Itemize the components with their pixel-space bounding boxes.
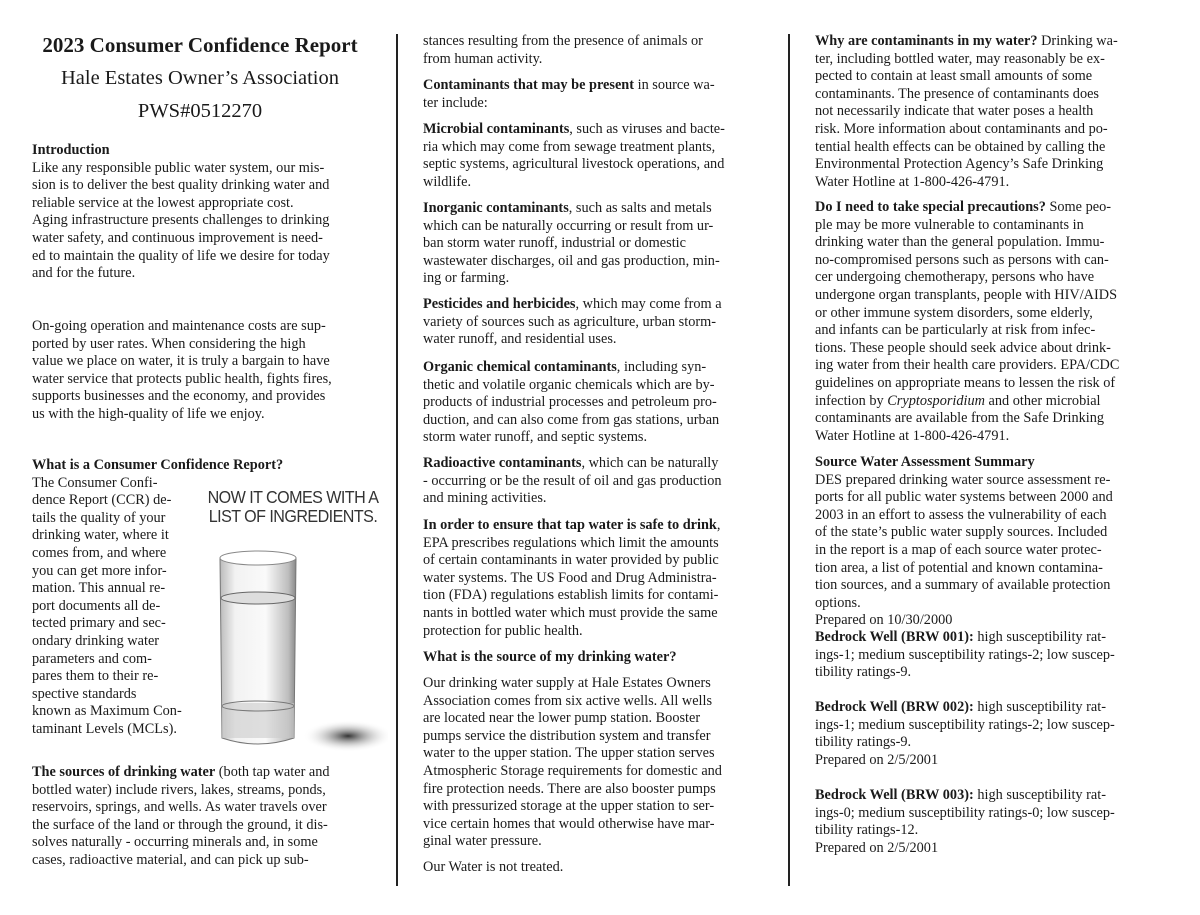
- bold-lead: Bedrock Well (BRW 002):: [815, 699, 974, 715]
- pws-number: PWS#0512270: [137, 100, 263, 122]
- section-heading: Introduction: [32, 142, 110, 158]
- bold-lead: Why are contaminants in my water?: [815, 33, 1038, 49]
- paragraph-text: , EPA prescribes regulations which limit the amounts of certain contaminants in water provided by public water systems. The US Food and Drug Administra- tion (FDA) regulations establish limits for contami- nants in bottled water which must provide the same protection for public health.: [423, 517, 721, 639]
- paragraph: [423, 121, 768, 191]
- bold-lead: Do I need to take special precautions?: [815, 199, 1046, 215]
- image-caption: NOW IT COMES WITH A LIST OF INGREDIENTS.: [207, 487, 379, 526]
- paragraph-text: Drinking wa- ter, including bottled water, may reasonably be ex- pected to contain at least small amounts of some contaminants. The presence of contaminants does not necessarily indicate that water poses a health risk. More information about contaminants and po- tential health effects can be obtained by calling the Environmental Protection Agency’s Safe Drinking Water Hotline at 1-800-426-4791.: [815, 33, 1118, 190]
- paragraph: DES prepared drinking water source assessment re- ports for all public water systems between 2000 and 2003 in an effort to assess the vulnerability of each of the state’s public water supply sources. Included in the report is a map of each source water protec- tion area, a list of potential and known contamina- tion sources, and a summary of available protection options. Prepared on 10/30/2000: [815, 471, 1113, 629]
- paragraph-text: , such as viruses and bacte- ria which may come from sewage treatment plants, septic systems, agricultural livestock operations, and wildlife.: [423, 121, 725, 190]
- paragraph: [423, 200, 768, 288]
- bold-lead: In order to ensure that tap water is safe to drink: [423, 517, 717, 533]
- bold-lead: Bedrock Well (BRW 003):: [815, 787, 974, 803]
- paragraph-text: , which may come from a variety of sources such as agriculture, urban storm- water runoff, and residential uses.: [423, 296, 722, 348]
- well-entry: [815, 699, 1165, 769]
- column-divider: [396, 34, 398, 886]
- paragraph: (both tap water and bottled water) include rivers, lakes, streams, ponds, reservoirs, springs, and wells. As water travels over the surface of the land or through the ground, it dis- solves naturally - occurring minerals and, in some cases, radioactive material, and can pick up sub-: [32, 764, 330, 868]
- association-name: Hale Estates Owner’s Association: [60, 67, 340, 89]
- section-heading: What is a Consumer Confidence Report?: [32, 457, 284, 473]
- paragraph: The Consumer Confi- dence Report (CCR) de- tails the quality of your drinking water, where it comes from, and where you can get more infor- mation. This annual re- port documents all de- tected primary and sec- ondary drinking water parameters and com- pares them to their re- spective standards known as Maximum Con- taminant Levels (MCLs).: [32, 474, 182, 737]
- paragraph: [423, 455, 768, 508]
- bold-lead: Radioactive contaminants: [423, 455, 582, 471]
- water-glass-image: [198, 488, 388, 753]
- paragraph: Our Water is not treated.: [423, 859, 564, 875]
- bold-lead: Inorganic contaminants: [423, 200, 569, 216]
- paragraph: stances resulting from the presence of animals or from human activity.: [423, 33, 703, 67]
- introduction-section: [32, 142, 377, 283]
- well-entry: [815, 629, 1165, 682]
- swa-section: [815, 454, 1165, 630]
- bold-lead: Microbial contaminants: [423, 121, 570, 137]
- bold-lead: Bedrock Well (BRW 001):: [815, 629, 974, 645]
- paragraph-text: high susceptibility rat- ings-1; medium susceptibility ratings-2; low suscep- tibility ratings-9. Prepared on 2/5/2001: [815, 699, 1115, 768]
- paragraph-text: Some peo- ple may be more vulnerable to contaminants in drinking water than the general population. Immu- no-compromised persons such as persons with can- cer undergoing chemotherapy, persons who have undergone organ transplants, people with HIV/AIDS or other immune system disorders, some elderly, and infants can be particularly at risk from infec- tions. These people should seek advice about drink- ing water from their health care providers. EPA/CDC guidelines on appropriate means to lessen the risk of infection by: [815, 199, 1120, 409]
- paragraph: [423, 77, 768, 112]
- paragraph: [423, 296, 768, 349]
- well-entry: [815, 787, 1165, 857]
- paragraph-text: high susceptibility rat- ings-1; medium susceptibility ratings-2; low suscep- tibility ratings-9.: [815, 629, 1115, 681]
- paragraph: [815, 199, 1165, 445]
- paragraph: Like any responsible public water system, our mis- sion is to deliver the best quality drinking water and reliable service at the lowest appropriate cost. Aging infrastructure presents challenges to drinking water safety, and continuous improvement is need- ed to maintain the quality of life we desire for today and for the future.: [32, 159, 330, 282]
- report-title: 2023 Consumer Confidence Report: [42, 33, 358, 57]
- section-heading: Source Water Assessment Summary: [815, 454, 1035, 470]
- section-heading: What is the source of my drinking water?: [423, 649, 677, 665]
- bold-lead: The sources of drinking water: [32, 764, 216, 780]
- water-glass-icon: [198, 488, 388, 753]
- paragraph-text: and other microbial contaminants are available from the Safe Drinking Water Hotline at 1-800-426-4791.: [815, 392, 1105, 444]
- bold-lead: Pesticides and herbicides: [423, 296, 576, 312]
- paragraph-text: , which can be naturally - occurring or be the result of oil and gas production and mining activities.: [423, 455, 722, 507]
- paragraph: [423, 359, 768, 447]
- column-divider: [788, 34, 790, 886]
- paragraph: [815, 33, 1165, 191]
- sources-section: [32, 764, 377, 870]
- paragraph: Our drinking water supply at Hale Estates Owners Association comes from six active wells. All wells are located near the lower pump station. Booster pumps service the distribution system and transfer water to the upper station. The upper station serves Atmospheric Storage requirements for domestic and fire protection needs. There are also booster pumps with pressurized storage at the upper station to ser- vice certain homes that would otherwise have mar- ginal water pressure.: [423, 675, 722, 850]
- paragraph-text: , such as salts and metals which can be naturally occurring or result from ur- ban storm water runoff, industrial or domestic wastewater discharges, oil and gas production, min- ing or farming.: [423, 200, 720, 287]
- paragraph-text: in source wa- ter include:: [423, 77, 715, 111]
- paragraph: [423, 517, 768, 640]
- bold-lead: Organic chemical contaminants: [423, 359, 617, 375]
- bold-lead: Contaminants that may be present: [423, 77, 635, 93]
- paragraph: On-going operation and maintenance costs are sup- ported by user rates. When considering the high value we place on water, it is truly a bargain to have water service that protects public health, fights fires, supports businesses and the economy, and provides us with the high-quality of life we enjoy.: [32, 318, 332, 422]
- italic-term: Cryptosporidium: [887, 392, 985, 409]
- paragraph-text: , including syn- thetic and volatile organic chemicals which are by- products of industrial processes and petroleum pro- duction, and can also come from gas stations, urban storm water runoff, and septic systems.: [423, 359, 720, 446]
- paragraph-text: high susceptibility rat- ings-0; medium susceptibility ratings-0; low suscep- tibility ratings-12. Prepared on 2/5/2001: [815, 787, 1115, 856]
